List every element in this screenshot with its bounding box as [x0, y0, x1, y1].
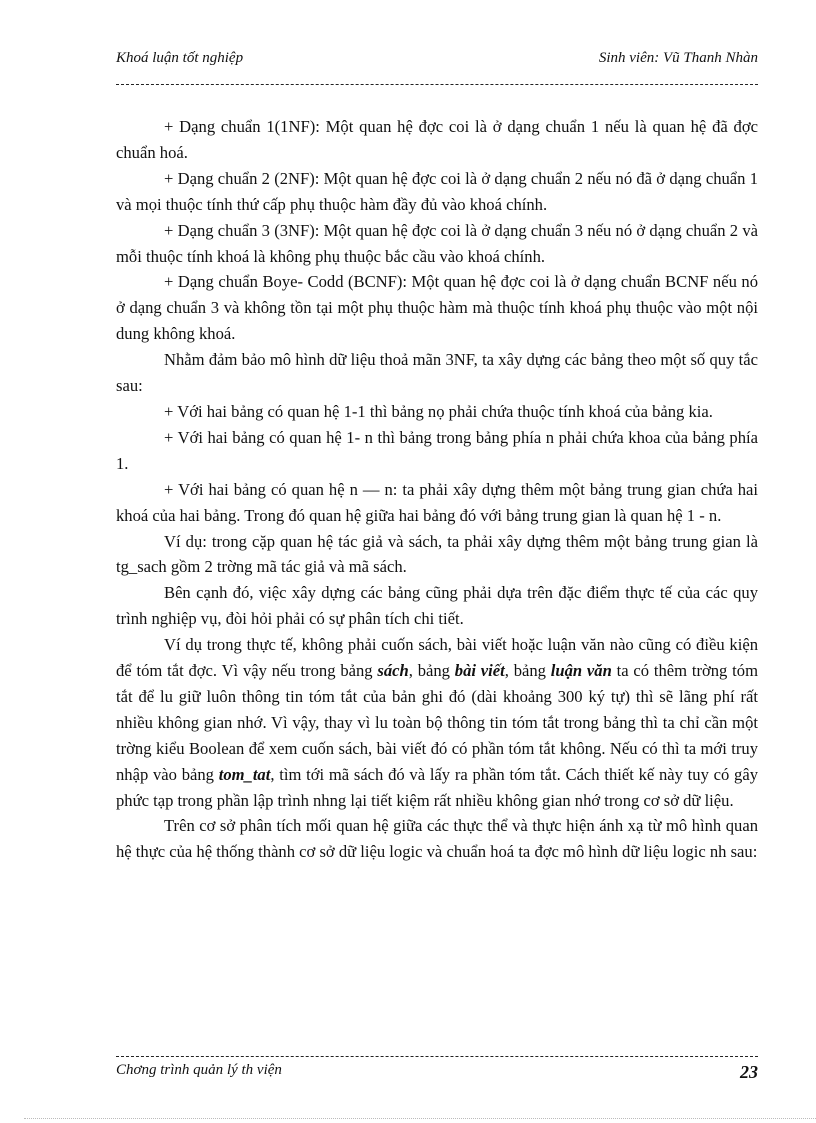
paragraph-rules-intro: Nhằm đảm bảo mô hình dữ liệu thoả mãn 3NF, ta xây dựng các bảng theo một số quy tắc sau: — [116, 350, 758, 396]
body-text — [116, 114, 758, 865]
page-edge-divider — [24, 1118, 816, 1119]
paragraph-closing: Trên cơ sở phân tích mối quan hệ giữa các thực thể và thực hiện ánh xạ từ mô hình quan hệ thực của hệ thống thành cơ sở dữ liệu logic và chuẩn hoá ta đợc mô hình dữ liệu logic nh sau: — [116, 816, 758, 862]
paragraph-2nf: + Dạng chuẩn 2 (2NF): Một quan hệ đợc coi là ở dạng chuẩn 2 nếu nó đã ở dạng chuẩn 1 và mọi thuộc tính thứ cấp phụ thuộc hàm đầy đủ vào khoá chính. — [116, 168, 758, 214]
paragraph-summary-example — [116, 632, 758, 813]
page-footer — [116, 1062, 758, 1084]
page-number: 23 — [740, 1062, 758, 1082]
paragraph-rule-n-n: + Với hai bảng có quan hệ n — n: ta phải xây dựng thêm một bảng trung gian chứa hai khoá của hai bảng. Trong đó quan hệ giữa hai bảng đó với bảng trung gian là quan hệ 1 - n. — [116, 479, 758, 525]
paragraph-1nf: + Dạng chuẩn 1(1NF): Một quan hệ đợc coi là ở dạng chuẩn 1 nếu là quan hệ đã đợc chuẩn hoá. — [116, 117, 758, 162]
paragraph-bcnf: + Dạng chuẩn Boye- Codd (BCNF): Một quan hệ đợc coi là ở dạng chuẩn BCNF nếu nó ở dạng chuẩn 3 và không tồn tại một phụ thuộc hàm mà thuộc tính khoá phụ thuộc vào một nội dung không khoá. — [116, 272, 758, 344]
table-name-sach: sách — [377, 661, 409, 681]
footer-program-title: Chơng trình quản lý th viện — [116, 1062, 282, 1078]
header-divider — [116, 84, 758, 85]
paragraph-example-author-book: Ví dụ: trong cặp quan hệ tác giả và sách, ta phải xây dựng thêm một bảng trung gian là tg_sach gồm 2 trờng mã tác giả và mã sách. — [116, 531, 758, 577]
footer-divider — [116, 1056, 758, 1057]
table-name-bai-viet: bài viết — [454, 661, 505, 681]
paragraph-3nf: + Dạng chuẩn 3 (3NF): Một quan hệ đợc coi là ở dạng chuẩn 3 nếu nó ở dạng chuẩn 2 và mỗi thuộc tính khoá là không phụ thuộc bắc cầu vào khoá chính. — [116, 220, 758, 266]
header-student-name: Sinh viên: Vũ Thanh Nhàn — [598, 50, 758, 66]
table-name-tom-tat: tom_tat — [218, 764, 271, 784]
page-header — [116, 50, 758, 70]
example-text-2: , bảng — [408, 661, 455, 681]
example-text-1: Ví dụ trong thực tế, không phải cuốn sách, bài viết hoặc luận văn nào cũng có điều kiện để tóm tắt đợc. Vì vậy nếu trong bảng — [116, 635, 758, 681]
paragraph-rule-1-n: + Với hai bảng có quan hệ 1- n thì bảng trong bảng phía n phải chứa khoa của bảng phía 1. — [116, 427, 758, 473]
paragraph-rule-1-1: + Với hai bảng có quan hệ 1-1 thì bảng nọ phải chứa thuộc tính khoá của bảng kia. — [164, 401, 713, 421]
example-text-3: , bảng — [504, 661, 551, 681]
example-text-4: ta có thêm trờng tóm tắt để lu giữ luôn thông tin tóm tắt của bản ghi đó (dài khoảng 300 ký tự) thì sẽ lãng phí rất nhiều không gian nhớ. Vì vậy, thay vì lu toàn bộ thông tin tóm tắt trong bảng thì ta chỉ cần một trờng kiểu Boolean để xem cuốn sách, bài viết đó có phần tóm tắt không. Nếu có thì ta mới truy nhập vào bảng — [116, 661, 758, 784]
example-text-5: , tìm tới mã sách đó và lấy ra phần tóm tắt. Cách thiết kế này tuy có gây phức tạp trong phần lập trình nhng lại tiết kiệm rất nhiều không gian nhớ trong cơ sở dữ liệu. — [116, 764, 758, 810]
header-thesis-title: Khoá luận tốt nghiệp — [116, 50, 244, 66]
table-name-luan-van: luận văn — [550, 661, 612, 681]
paragraph-business-process: Bên cạnh đó, việc xây dựng các bảng cũng phải dựa trên đặc điểm thực tế của các quy trình nghiệp vụ, đòi hỏi phải có sự phân tích chi tiết. — [116, 583, 758, 629]
